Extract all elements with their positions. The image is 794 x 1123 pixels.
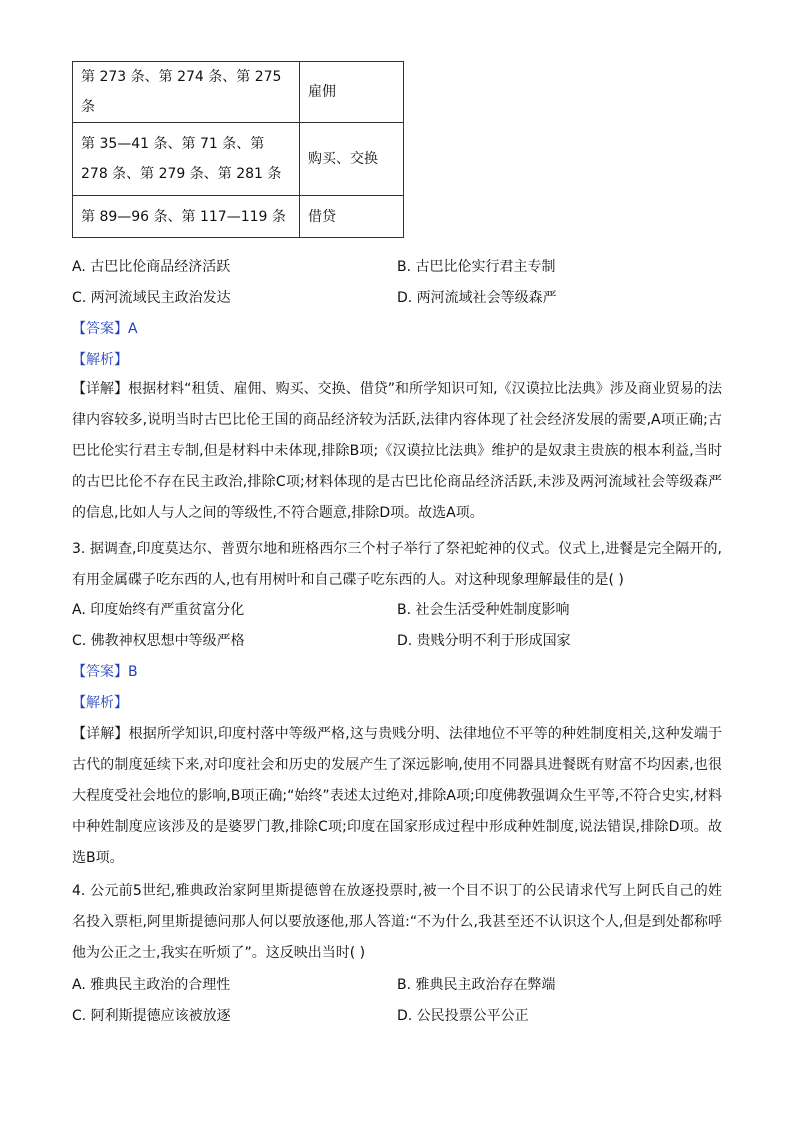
analysis-label: 【解析】 [72, 352, 128, 368]
table-row [73, 196, 404, 238]
table-row [73, 123, 404, 196]
table-cell-category: 借贷 [300, 196, 404, 238]
option-c: C. 阿利斯提德应该被放逐 [72, 1008, 231, 1024]
option-b: B. 古巴比伦实行君主专制 [397, 259, 556, 275]
table-cell-category: 购买、交换 [300, 123, 404, 196]
option-d: D. 贵贱分明不利于形成国家 [397, 633, 571, 649]
analysis-label: 【解析】 [72, 695, 128, 711]
answer-label: 【答案】B [72, 664, 138, 680]
table-cell-articles: 第 35—41 条、第 71 条、第 278 条、第 279 条、第 281 条 [73, 123, 300, 196]
option-a: A. 雅典民主政治的合理性 [72, 977, 231, 993]
option-c: C. 佛教神权思想中等级严格 [72, 633, 245, 649]
question-4-stem: 4. 公元前5世纪,雅典政治家阿里斯提德曾在放逐投票时,被一个目不识丁的公民请求代写上阿氏自己的姓名投入票柜,阿里斯提德问那人何以要放逐他,那人答道:“不为什么,我甚至还不认识这个人,但是到处都称呼他为公正之士,我实在听烦了”。这反映出当时( ) [72, 883, 722, 961]
law-articles-table [72, 61, 404, 238]
table-cell-articles: 第 89—96 条、第 117—119 条 [73, 196, 300, 238]
option-a: A. 古巴比伦商品经济活跃 [72, 259, 231, 275]
option-d: D. 两河流域社会等级森严 [397, 290, 557, 306]
option-b: B. 社会生活受种姓制度影响 [397, 602, 570, 618]
option-c: C. 两河流域民主政治发达 [72, 290, 231, 306]
table-cell-articles: 第 273 条、第 274 条、第 275 条 [73, 62, 300, 123]
detail-paragraph: 【详解】根据材料“租赁、雇佣、购买、交换、借贷”和所学知识可知,《汉谟拉比法典》涉及商业贸易的法律内容较多,说明当时古巴比伦王国的商品经济较为活跃,法律内容体现了社会经济发展的需要,A项正确;古巴比伦实行君主专制,但是材料中未体现,排除B项;《汉谟拉比法典》维护的是奴隶主贵族的根本利益,当时的古巴比伦不存在民主政治,排除C项;材料体现的是古巴比伦商品经济活跃,未涉及两河流域社会等级森严的信息,比如人与人之间的等级性,不符合题意,排除D项。故选A项。 [72, 381, 722, 521]
option-d: D. 公民投票公平公正 [397, 1008, 529, 1024]
table-row [73, 62, 404, 123]
detail-paragraph: 【详解】根据所学知识,印度村落中等级严格,这与贵贱分明、法律地位不平等的种姓制度相关,这种发端于古代的制度延续下来,对印度社会和历史的发展产生了深远影响,使用不同器具进餐既有财富不均因素,也很大程度受社会地位的影响,B项正确;“始终”表述太过绝对,排除A项;印度佛教强调众生平等,不符合史实,材料中种姓制度应该涉及的是婆罗门教,排除C项;印度在国家形成过程中形成种姓制度,说法错误,排除D项。故选B项。 [72, 726, 722, 866]
option-b: B. 雅典民主政治存在弊端 [397, 977, 556, 993]
answer-label: 【答案】A [72, 321, 138, 337]
option-a: A. 印度始终有严重贫富分化 [72, 602, 245, 618]
question-3-stem: 3. 据调查,印度莫达尔、普贾尔地和班格西尔三个村子举行了祭祀蛇神的仪式。仪式上,进餐是完全隔开的,有用金属碟子吃东西的人,也有用树叶和自己碟子吃东西的人。对这种现象理解最佳的是( ) [72, 541, 722, 588]
table-cell-category: 雇佣 [300, 62, 404, 123]
